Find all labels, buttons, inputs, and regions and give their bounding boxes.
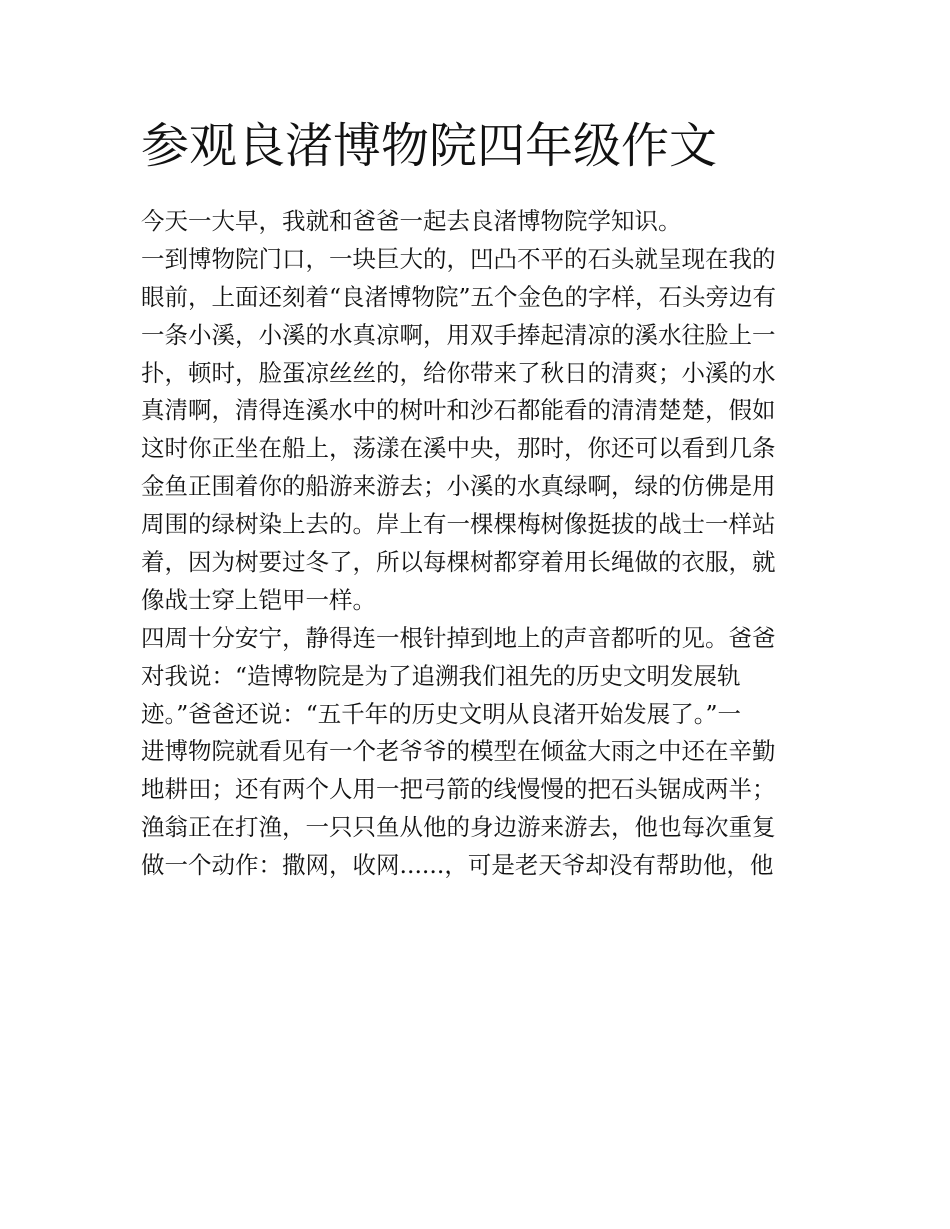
document-title: 参观良渚博物院四年级作文 [141, 118, 718, 174]
text-line: 一条小溪，小溪的水真凉啊，用双手捧起清凉的溪水往脸上一 [141, 320, 776, 349]
text-line: 周围的绿树染上去的。岸上有一棵棵梅树像挺拔的战士一样站 [141, 510, 776, 539]
text-line: 着，因为树要过冬了，所以每棵树都穿着用长绳做的衣服，就 [141, 548, 776, 577]
text-line: 迹。”爸爸还说：“五千年的历史文明从良渚开始发展了。”一 [141, 699, 742, 728]
text-line: 这时你正坐在船上，荡漾在溪中央，那时，你还可以看到几条 [141, 434, 776, 463]
text-line: 真清啊，清得连溪水中的树叶和沙石都能看的清清楚楚，假如 [141, 396, 776, 425]
text-line: 进博物院就看见有一个老爷爷的模型在倾盆大雨之中还在辛勤 [141, 737, 776, 766]
text-line: 渔翁正在打渔，一只只鱼从他的身边游来游去，他也每次重复 [141, 813, 776, 842]
text-line: 今天一大早，我就和爸爸一起去良渚博物院学知识。 [141, 207, 682, 235]
essay-body [141, 203, 813, 885]
text-line: 做一个动作：撒网，收网......，可是老天爷却没有帮助他，他 [141, 851, 774, 880]
text-line: 一到博物院门口，一块巨大的，凹凸不平的石头就呈现在我的 [141, 244, 776, 273]
text-line: 像战士穿上铠甲一样。 [141, 585, 376, 614]
text-line: 四周十分安宁，静得连一根针掉到地上的声音都听的见。爸爸 [141, 623, 776, 652]
text-line: 地耕田；还有两个人用一把弓箭的线慢慢的把石头锯成两半； [141, 775, 776, 804]
text-line: 金鱼正围着你的船游来游去；小溪的水真绿啊，绿的仿佛是用 [141, 472, 776, 501]
text-line: 眼前，上面还刻着“良渚博物院”五个金色的字样，石头旁边有 [141, 282, 777, 311]
text-line: 对我说：“造博物院是为了追溯我们祖先的历史文明发展轨 [141, 661, 741, 690]
text-line: 扑，顿时，脸蛋凉丝丝的，给你带来了秋日的清爽；小溪的水 [141, 358, 776, 387]
